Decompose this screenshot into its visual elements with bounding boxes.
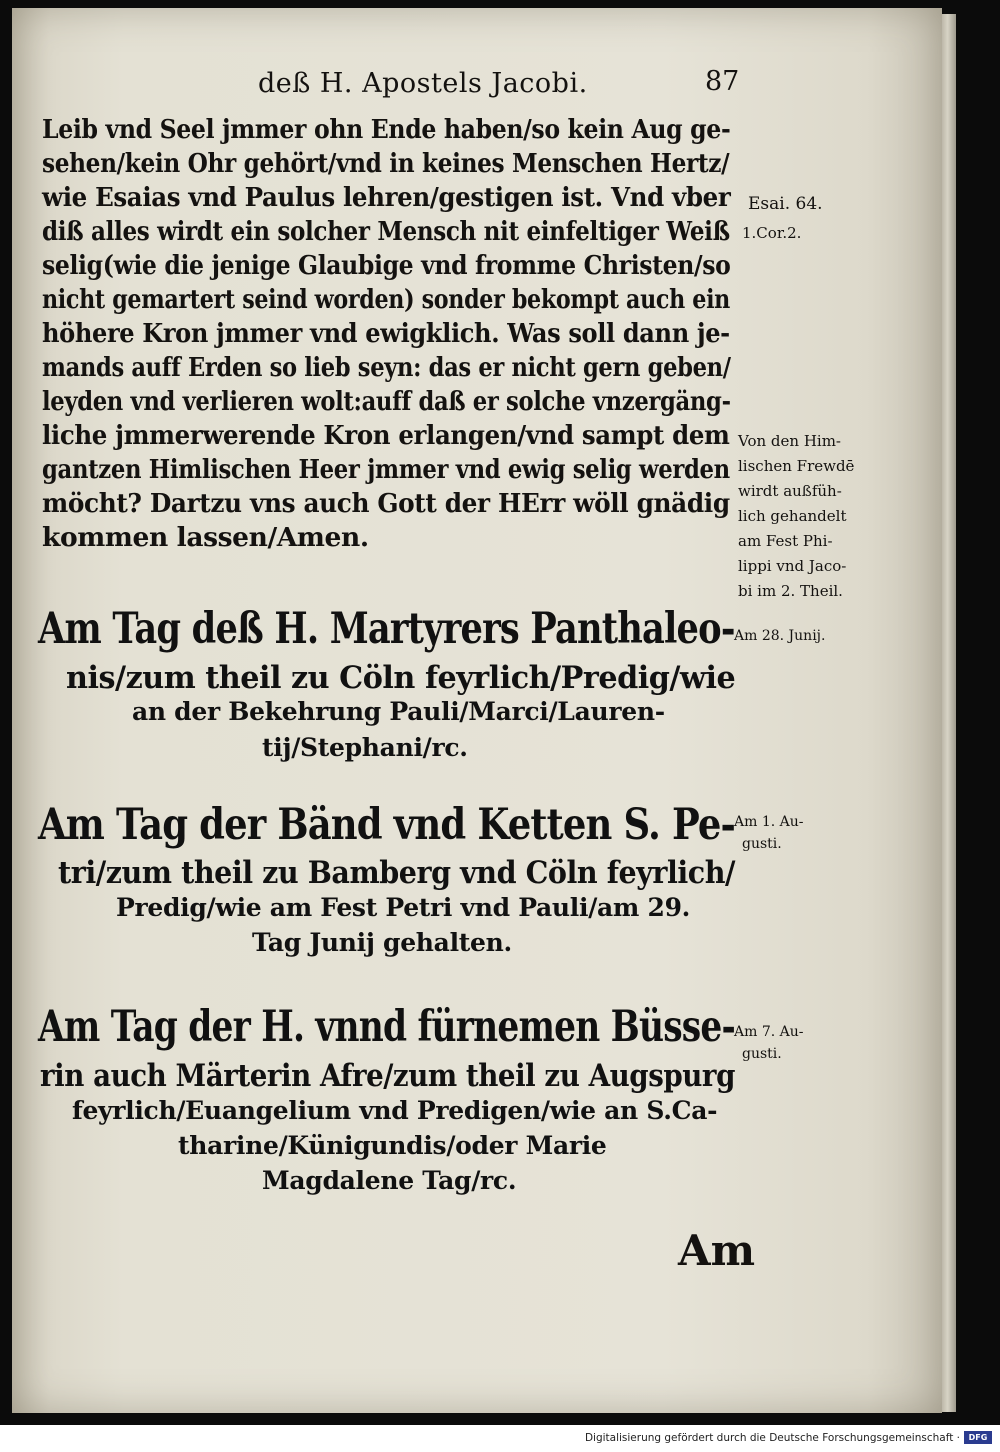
- body-line: diß alles wirdt ein solcher Mensch nit einfeltiger Weiß: [42, 216, 730, 247]
- page-edges: [942, 14, 956, 1412]
- margin-note-line: bi im 2. Theil.: [738, 582, 843, 600]
- section-heading-line: an der Bekehrung Pauli/Marci/Lauren-: [132, 697, 665, 726]
- body-line: mands auff Erden so lieb seyn: das er nicht gern geben/: [42, 352, 731, 383]
- section-heading-line: tij/Stephani/rc.: [262, 733, 468, 762]
- dfg-logo-icon: DFG: [964, 1431, 992, 1444]
- body-line: kommen lassen/Amen.: [42, 522, 369, 553]
- margin-note-line: lippi vnd Jaco-: [738, 557, 847, 575]
- margin-note-juni: Am 28. Junij.: [734, 628, 826, 644]
- section-heading-line: Tag Junij gehalten.: [252, 928, 512, 957]
- body-line: wie Esaias vnd Paulus lehren/gestigen ist. Vnd vber: [42, 182, 731, 213]
- body-line: höhere Kron jmmer vnd ewigklich. Was soll dann je-: [42, 318, 730, 349]
- margin-note-line: wirdt außfüh-: [738, 482, 842, 500]
- body-line: nicht gemartert seind worden) sonder bekompt auch ein: [42, 284, 730, 315]
- body-line: leyden vnd verlieren wolt:auff daß er solche vnzergäng-: [42, 386, 731, 417]
- margin-note-line: gusti.: [742, 1046, 782, 1062]
- section-heading-line: tharine/Künigundis/oder Marie: [178, 1131, 607, 1160]
- body-line: Leib vnd Seel jmmer ohn Ende haben/so kein Aug ge-: [42, 114, 731, 145]
- section-heading-line: nis/zum theil zu Cöln feyrlich/Predig/wie: [66, 660, 736, 696]
- section-heading-line: Magdalene Tag/rc.: [262, 1166, 517, 1195]
- margin-note-line: gusti.: [742, 836, 782, 852]
- body-line: möcht? Dartzu vns auch Gott der HErr wöll gnädig: [42, 488, 730, 519]
- section-heading-line: rin auch Märterin Afre/zum theil zu Augspurg: [40, 1058, 735, 1094]
- body-line: gantzen Himlischen Heer jmmer vnd ewig selig werden: [42, 454, 730, 485]
- body-line: liche jmmerwerende Kron erlangen/vnd sampt dem: [42, 420, 730, 451]
- section-heading: Am Tag deß H. Martyrers Panthaleo-: [38, 604, 735, 654]
- body-line: selig(wie die jenige Glaubige vnd fromme Christen/so: [42, 250, 731, 281]
- margin-note-cor: 1.Cor.2.: [742, 224, 802, 242]
- margin-note-line: Von den Him-: [738, 432, 841, 450]
- section-heading-line: tri/zum theil zu Bamberg vnd Cöln feyrlich/: [58, 855, 736, 891]
- body-line: sehen/kein Ohr gehört/vnd in keines Menschen Hertz/: [42, 148, 730, 179]
- margin-note-esai: Esai. 64.: [748, 194, 823, 214]
- margin-note-line: lischen Frewdē: [738, 457, 855, 475]
- margin-note-line: am Fest Phi-: [738, 532, 833, 550]
- section-heading: Am Tag der H. vnnd fürnemen Büsse-: [38, 1002, 735, 1052]
- section-heading-line: Predig/wie am Fest Petri vnd Pauli/am 29.: [116, 893, 691, 922]
- section-heading-line: feyrlich/Euangelium vnd Predigen/wie an S.Ca-: [72, 1096, 718, 1125]
- page-number: 87: [705, 66, 740, 97]
- margin-note-line: Am 1. Au-: [734, 814, 804, 830]
- funding-notice: Digitalisierung gefördert durch die Deutsche Forschungsgemeinschaft ·: [584, 1432, 960, 1444]
- catchword: Am: [678, 1226, 756, 1275]
- section-heading: Am Tag der Bänd vnd Ketten S. Pe-: [38, 800, 735, 850]
- margin-note-line: Am 7. Au-: [734, 1024, 804, 1040]
- running-head: deß H. Apostels Jacobi.: [258, 68, 588, 99]
- footer-bar: [0, 1425, 1000, 1452]
- margin-note-line: lich gehandelt: [738, 507, 847, 525]
